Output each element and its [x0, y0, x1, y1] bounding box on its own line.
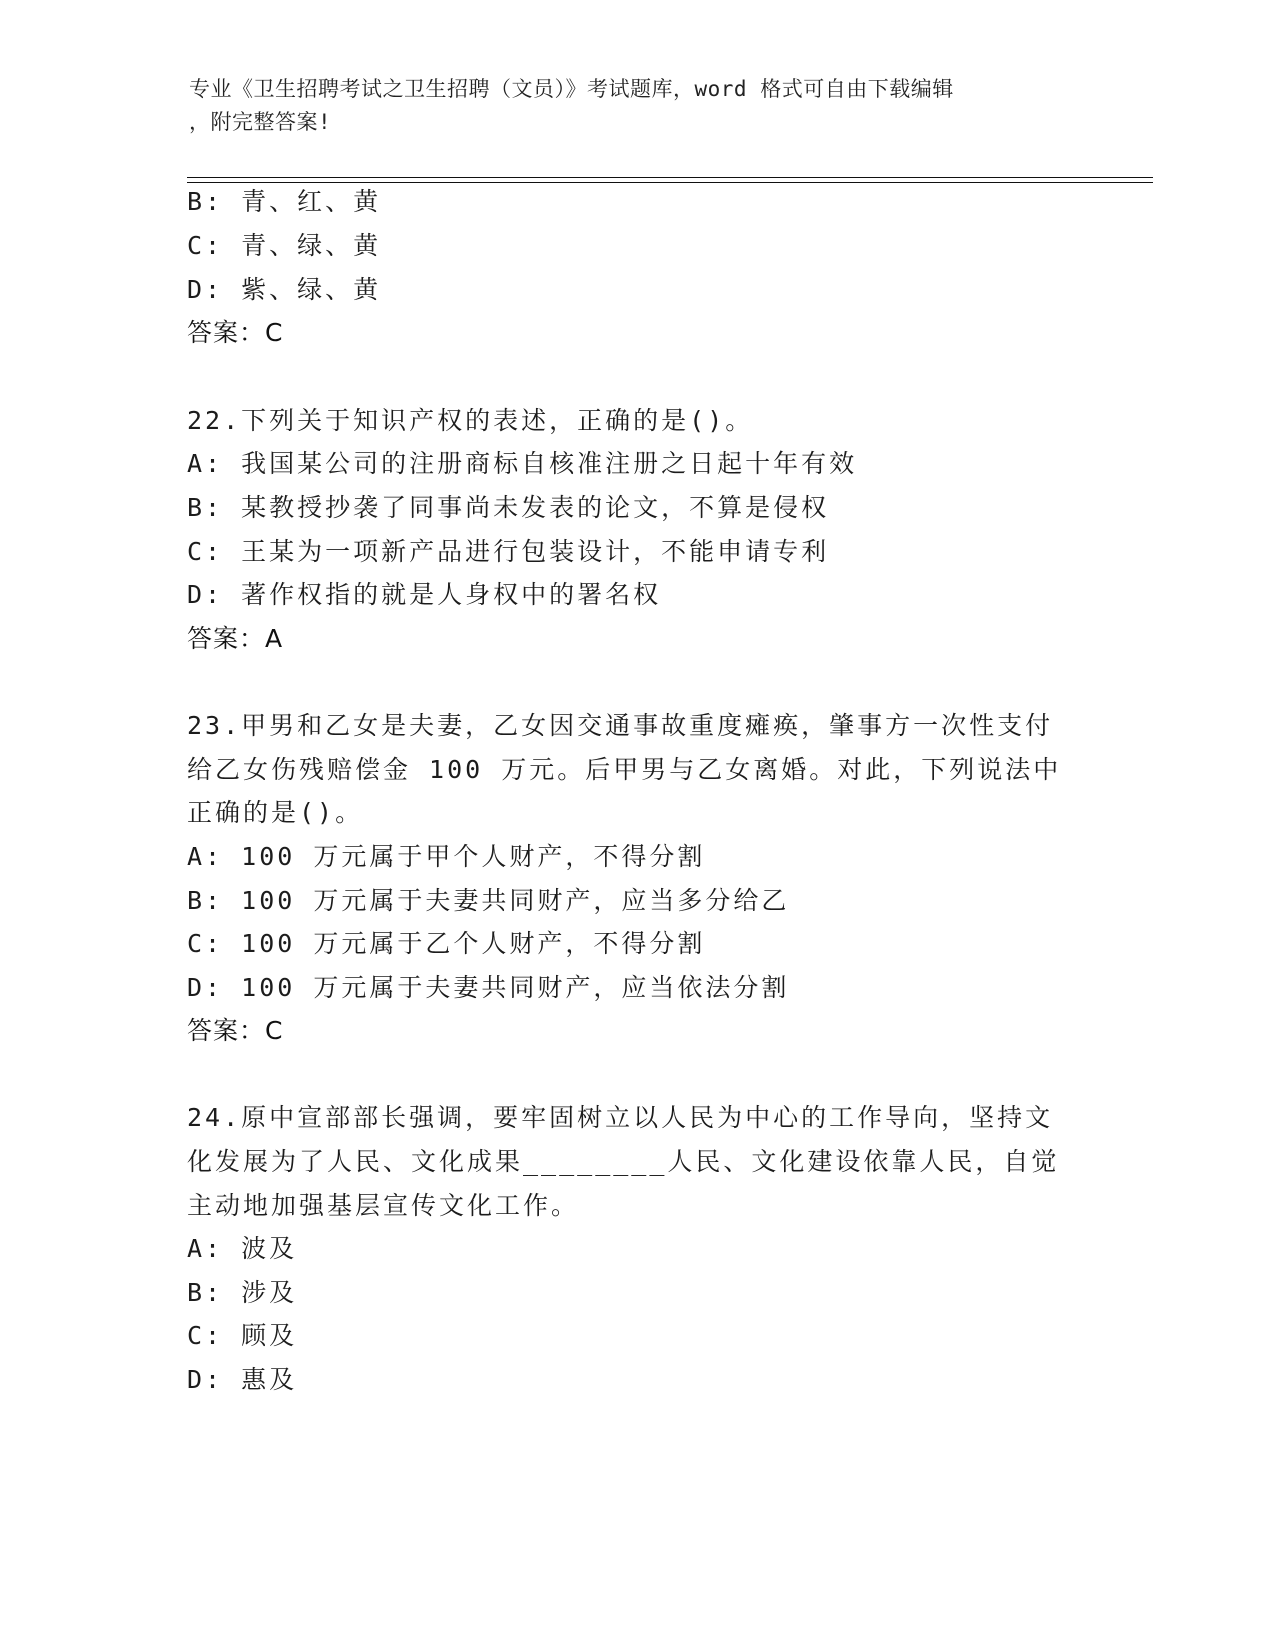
q21-answer: 答案：C: [187, 318, 284, 347]
header-text-line-1: 专业《卫生招聘考试之卫生招聘（文员）》考试题库，word 格式可自由下载编辑: [189, 77, 954, 101]
q23-option-a: A: 100 万元属于甲个人财产，不得分割: [187, 842, 706, 871]
q23-stem-line-3: 正确的是()。: [187, 798, 364, 827]
document-header: [189, 73, 1069, 139]
q22-option-a: A: 我国某公司的注册商标自核准注册之日起十年有效: [187, 449, 858, 478]
q24-option-a: A: 波及: [187, 1234, 298, 1263]
q24-stem-line-1: 24.原中宣部部长强调，要牢固树立以人民为中心的工作导向，坚持文: [187, 1103, 1054, 1132]
q22-option-c: C: 王某为一项新产品进行包装设计，不能申请专利: [187, 537, 830, 566]
q22-option-d: D: 著作权指的就是人身权中的署名权: [187, 580, 662, 609]
q23-stem-line-1: 23.甲男和乙女是夫妻，乙女因交通事故重度瘫痪，肇事方一次性支付: [187, 711, 1054, 740]
q23-option-c: C: 100 万元属于乙个人财产，不得分割: [187, 929, 706, 958]
q22-stem: 22.下列关于知识产权的表述，正确的是()。: [187, 406, 754, 435]
q24-stem-line-2: 化发展为了人民、文化成果________人民、文化建设依靠人民，自觉: [187, 1147, 1060, 1176]
header-divider-bottom: [187, 182, 1153, 183]
q23-stem-line-2: 给乙女伤残赔偿金 100 万元。后甲男与乙女离婚。对此，下列说法中: [187, 755, 1062, 784]
q24-option-b: B: 涉及: [187, 1278, 298, 1307]
q24-option-d: D: 惠及: [187, 1365, 298, 1394]
q24-option-c: C: 顾及: [187, 1321, 298, 1350]
q22-option-b: B: 某教授抄袭了同事尚未发表的论文，不算是侵权: [187, 493, 830, 522]
q23-option-d: D: 100 万元属于夫妻共同财产，应当依法分割: [187, 973, 790, 1002]
q23-option-b: B: 100 万元属于夫妻共同财产，应当多分给乙: [187, 886, 790, 915]
q21-option-c: C: 青、绿、黄: [187, 231, 382, 260]
header-text-line-2: ，附完整答案!: [189, 110, 332, 134]
q24-stem-line-3: 主动地加强基层宣传文化工作。: [187, 1191, 580, 1220]
q21-option-d: D: 紫、绿、黄: [187, 275, 382, 304]
q23-answer: 答案：C: [187, 1016, 284, 1045]
q21-option-b: B: 青、红、黄: [187, 187, 382, 216]
q22-answer: 答案：A: [187, 624, 284, 653]
header-divider-top: [187, 177, 1153, 178]
